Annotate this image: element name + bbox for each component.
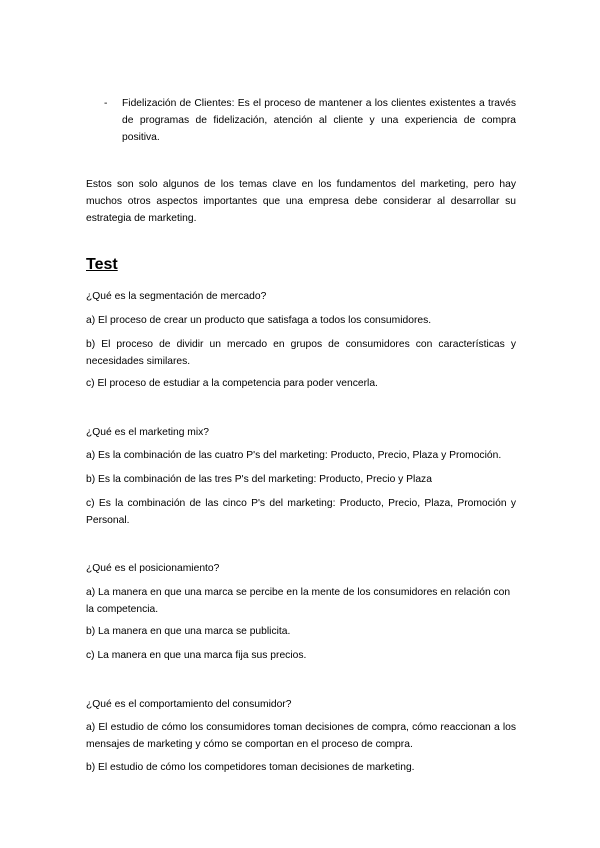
question-1-option-c: c) El proceso de estudiar a la competencia para poder vencerla. <box>86 378 378 389</box>
question-1: ¿Qué es la segmentación de mercado? <box>86 291 267 302</box>
question-4: ¿Qué es el comportamiento del consumidor? <box>86 699 292 710</box>
test-heading: Test <box>86 256 118 273</box>
question-3-option-c: c) La manera en que una marca fija sus precios. <box>86 650 307 661</box>
question-3: ¿Qué es el posicionamiento? <box>86 563 220 574</box>
question-3-option-b: b) La manera en que una marca se publicita. <box>86 626 291 637</box>
question-4-option-a: a) El estudio de cómo los consumidores toman decisiones de compra, cómo reaccionan a los mensajes de marketing y cómo se comportan en el proceso de compra. <box>86 722 516 750</box>
bullet-text-fidelizacion: Fidelización de Clientes: Es el proceso de mantener a los clientes existentes a través de programas de fidelización, atención al cliente y una experiencia de compra positiva. <box>122 98 516 143</box>
question-1-option-b: b) El proceso de dividir un mercado en grupos de consumidores con características y necesidades similares. <box>86 339 516 367</box>
summary-paragraph: Estos son solo algunos de los temas clave en los fundamentos del marketing, pero hay muchos otros aspectos importantes que una empresa debe considerar al desarrollar su estrategia de marketing. <box>86 179 516 224</box>
question-1-option-a: a) El proceso de crear un producto que satisfaga a todos los consumidores. <box>86 315 432 326</box>
question-2-option-a: a) Es la combinación de las cuatro P's del marketing: Producto, Precio, Plaza y Promoción. <box>86 450 502 461</box>
question-3-option-a: a) La manera en que una marca se percibe en la mente de los consumidores en relación con la competencia. <box>86 587 511 615</box>
question-2-option-b: b) Es la combinación de las tres P's del marketing: Producto, Precio y Plaza <box>86 474 432 485</box>
question-2-option-c: c) Es la combinación de las cinco P's del marketing: Producto, Precio, Plaza, Promoción y Personal. <box>86 498 516 526</box>
bullet-marker: - <box>104 98 108 109</box>
question-2: ¿Qué es el marketing mix? <box>86 427 210 438</box>
question-4-option-b: b) El estudio de cómo los competidores toman decisiones de marketing. <box>86 762 415 773</box>
